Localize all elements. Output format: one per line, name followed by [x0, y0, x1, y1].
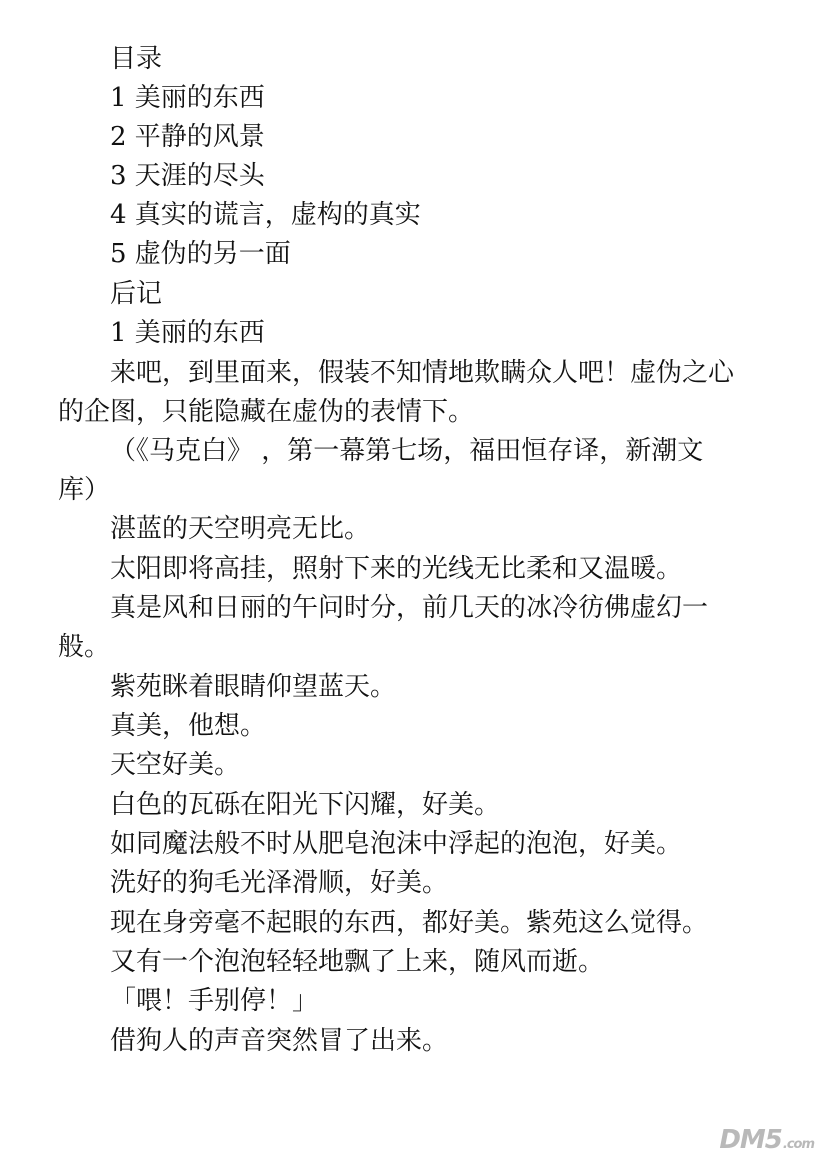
paragraph: 紫苑眯着眼睛仰望蓝天。 — [110, 672, 397, 702]
watermark-main: DM5 — [719, 1125, 782, 1155]
toc-item: 1 美丽的东西 — [110, 83, 265, 113]
paragraph: 真是风和日丽的午问时分，前几天的冰冷彷佛虚幻一 — [110, 593, 709, 623]
epigraph-source: （《马克白》 ，第一幕第七场，福田恒存译，新潮文 — [110, 436, 704, 466]
site-watermark — [719, 1125, 814, 1155]
paragraph: 洗好的狗毛光泽滑顺，好美。 — [110, 868, 449, 898]
paragraph: 又有一个泡泡轻轻地飘了上来，随风而逝。 — [110, 947, 605, 977]
toc-item: 4 真实的谎言，虚构的真实 — [110, 200, 421, 230]
epigraph-source: 库） — [58, 475, 111, 505]
toc-item: 后记 — [110, 279, 163, 309]
paragraph: 如同魔法般不时从肥皂泡沫中浮起的泡泡，好美。 — [110, 829, 683, 859]
paragraph: 真美，他想。 — [110, 711, 267, 741]
toc-item: 3 天涯的尽头 — [110, 161, 265, 191]
toc-item: 5 虚伪的另一面 — [110, 239, 291, 269]
paragraph: 现在身旁毫不起眼的东西，都好美。紫苑这么觉得。 — [110, 908, 709, 938]
paragraph: 天空好美。 — [110, 750, 241, 780]
watermark-suffix: .com — [782, 1137, 814, 1152]
chapter-heading: 1 美丽的东西 — [110, 318, 265, 348]
paragraph: 湛蓝的天空明亮无比。 — [110, 514, 371, 544]
epigraph-line: 来吧，到里面来，假装不知情地欺瞒众人吧！虚伪之心 — [110, 358, 735, 388]
epigraph-line: 的企图，只能隐藏在虚伪的表情下。 — [58, 397, 475, 427]
toc-title: 目录 — [110, 44, 163, 74]
paragraph: 般。 — [58, 632, 111, 662]
dialogue-line: 「喂！手别停！」 — [110, 986, 319, 1016]
toc-item: 2 平静的风景 — [110, 122, 265, 152]
paragraph: 借狗人的声音突然冒了出来。 — [110, 1026, 449, 1056]
paragraph: 白色的瓦砾在阳光下闪耀，好美。 — [110, 790, 501, 820]
paragraph: 太阳即将高挂，照射下来的光线无比柔和又温暖。 — [110, 554, 683, 584]
